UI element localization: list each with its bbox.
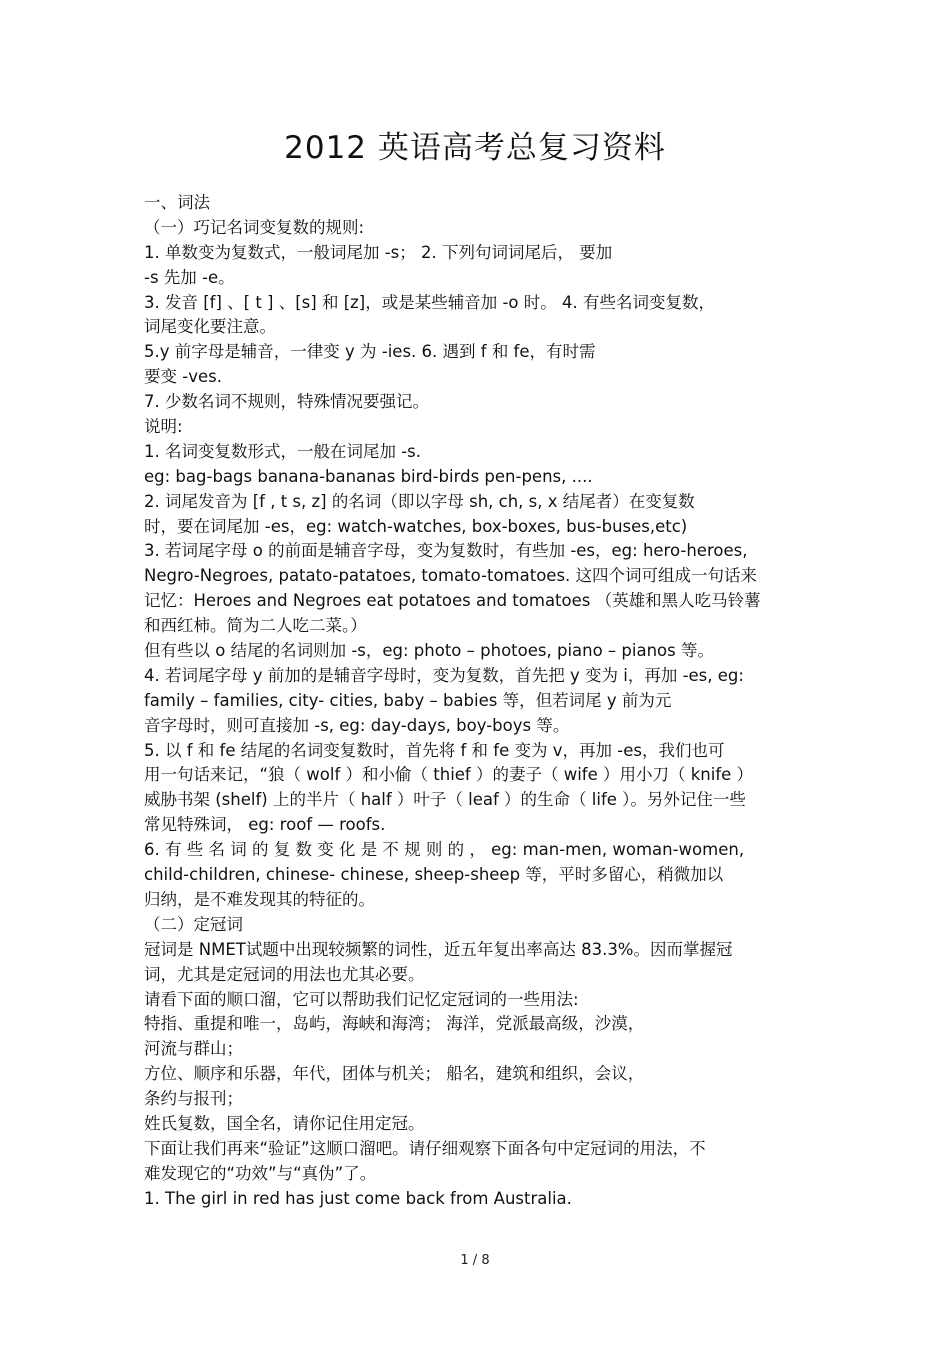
text-line: 归纳，是不难发现其的特征的。 xyxy=(144,889,375,909)
text-line: 1. 单数变为复数式，一般词尾加 -s； 2. 下列句词词尾后， 要加 xyxy=(144,242,613,262)
text-line: 冠词是 NMET试题中出现较频繁的词性，近五年复出率高达 83.3%。因而掌握冠 xyxy=(144,939,733,959)
text-line: 记忆：Heroes and Negroes eat potatoes and tomatoes （英雄和黑人吃马铃薯 xyxy=(144,591,761,611)
text-line: 3. 若词尾字母 o 的前面是辅音字母，变为复数时，有些加 -es，eg: hero-heroes, xyxy=(144,541,748,561)
text-line: 姓氏复数，国全名，请你记住用定冠。 xyxy=(144,1113,425,1133)
text-line: family – families, city- cities, baby – babies 等，但若词尾 y 前为元 xyxy=(144,690,672,710)
text-line: 下面让我们再来“验证”这顺口溜吧。请仔细观察下面各句中定冠词的用法，不 xyxy=(144,1138,706,1158)
text-line: 3. 发音 [f] 、[ t ] 、[s] 和 [z]，或是某些辅音加 -o 时。 4. 有些名词变复数， xyxy=(144,292,716,312)
text-line: （二）定冠词 xyxy=(144,914,243,934)
text-line: 4. 若词尾字母 y 前加的是辅音字母时，变为复数，首先把 y 变为 i，再加 -es, eg: xyxy=(144,665,744,685)
text-line: 2. 词尾发音为 [f , t s, z] 的名词（即以字母 sh, ch, s, x 结尾者）在变复数 xyxy=(144,491,695,511)
text-line: 5.y 前字母是辅音，一律变 y 为 -ies. 6. 遇到 f 和 fe，有时需 xyxy=(144,342,596,362)
text-line: 5. 以 f 和 fe 结尾的名词变复数时，首先将 f 和 fe 变为 v，再加 -es，我们也可 xyxy=(144,740,725,760)
text-line: 请看下面的顺口溜，它可以帮助我们记忆定冠词的一些用法: xyxy=(144,989,579,1009)
text-line: 7. 少数名词不规则，特殊情况要强记。 xyxy=(144,392,429,412)
text-line: 用一句话来记，“狼（ wolf ）和小偷（ thief ）的妻子（ wife ）用小刀（ knife ） xyxy=(144,765,754,785)
text-line: 词尾变化要注意。 xyxy=(144,317,276,337)
text-line: 说明: xyxy=(144,417,183,437)
text-line: 但有些以 o 结尾的名词则加 -s，eg: photo – photoes, piano – pianos 等。 xyxy=(144,641,714,661)
page-number: 1 / 8 xyxy=(460,1253,490,1268)
text-line: 词，尤其是定冠词的用法也尤其必要。 xyxy=(144,964,425,984)
text-line: 音字母时，则可直接加 -s, eg: day-days, boy-boys 等。 xyxy=(144,715,570,735)
text-line: 和西红柿。简为二人吃二菜。） xyxy=(144,616,367,636)
text-line: eg: bag-bags banana-bananas bird-birds pen-pens, .... xyxy=(144,466,593,486)
text-line: 时，要在词尾加 -es，eg: watch-watches, box-boxes, bus-buses,etc) xyxy=(144,516,688,536)
text-line: 难发现它的“功效”与“真伪”了。 xyxy=(144,1163,377,1183)
text-line: -s 先加 -e。 xyxy=(144,267,235,287)
text-line: 特指、重提和唯一，岛屿，海峡和海湾； 海洋，党派最高级，沙漠， xyxy=(144,1014,645,1034)
text-line: 1. 名词变复数形式，一般在词尾加 -s. xyxy=(144,441,422,461)
document-title: 2012 英语高考总复习资料 xyxy=(284,130,666,166)
text-line: 6. 有 些 名 词 的 复 数 变 化 是 不 规 则 的 ， eg: man-men, woman-women, xyxy=(144,840,745,860)
text-line: 要变 -ves. xyxy=(144,367,222,387)
text-line: child-children, chinese- chinese, sheep-sheep 等，平时多留心，稍微加以 xyxy=(144,865,724,885)
text-line: 常见特殊词， eg: roof — roofs. xyxy=(144,815,386,835)
text-line: 条约与报刊； xyxy=(144,1089,243,1109)
text-line: Negro-Negroes, patato-patatoes, tomato-tomatoes. 这四个词可组成一句话来 xyxy=(144,566,758,586)
text-line: 威胁书架 (shelf) 上的半片（ half ）叶子（ leaf ）的生命（ life ）。另外记住一些 xyxy=(144,790,746,810)
text-line: （一）巧记名词变复数的规则: xyxy=(144,217,365,237)
text-line: 1. The girl in red has just come back from Australia. xyxy=(144,1188,572,1208)
text-line: 一、词法 xyxy=(144,193,210,212)
document-body xyxy=(144,191,824,1212)
text-line: 河流与群山； xyxy=(144,1039,243,1059)
text-line: 方位、顺序和乐器，年代，团体与机关； 船名，建筑和组织，会议， xyxy=(144,1064,645,1084)
